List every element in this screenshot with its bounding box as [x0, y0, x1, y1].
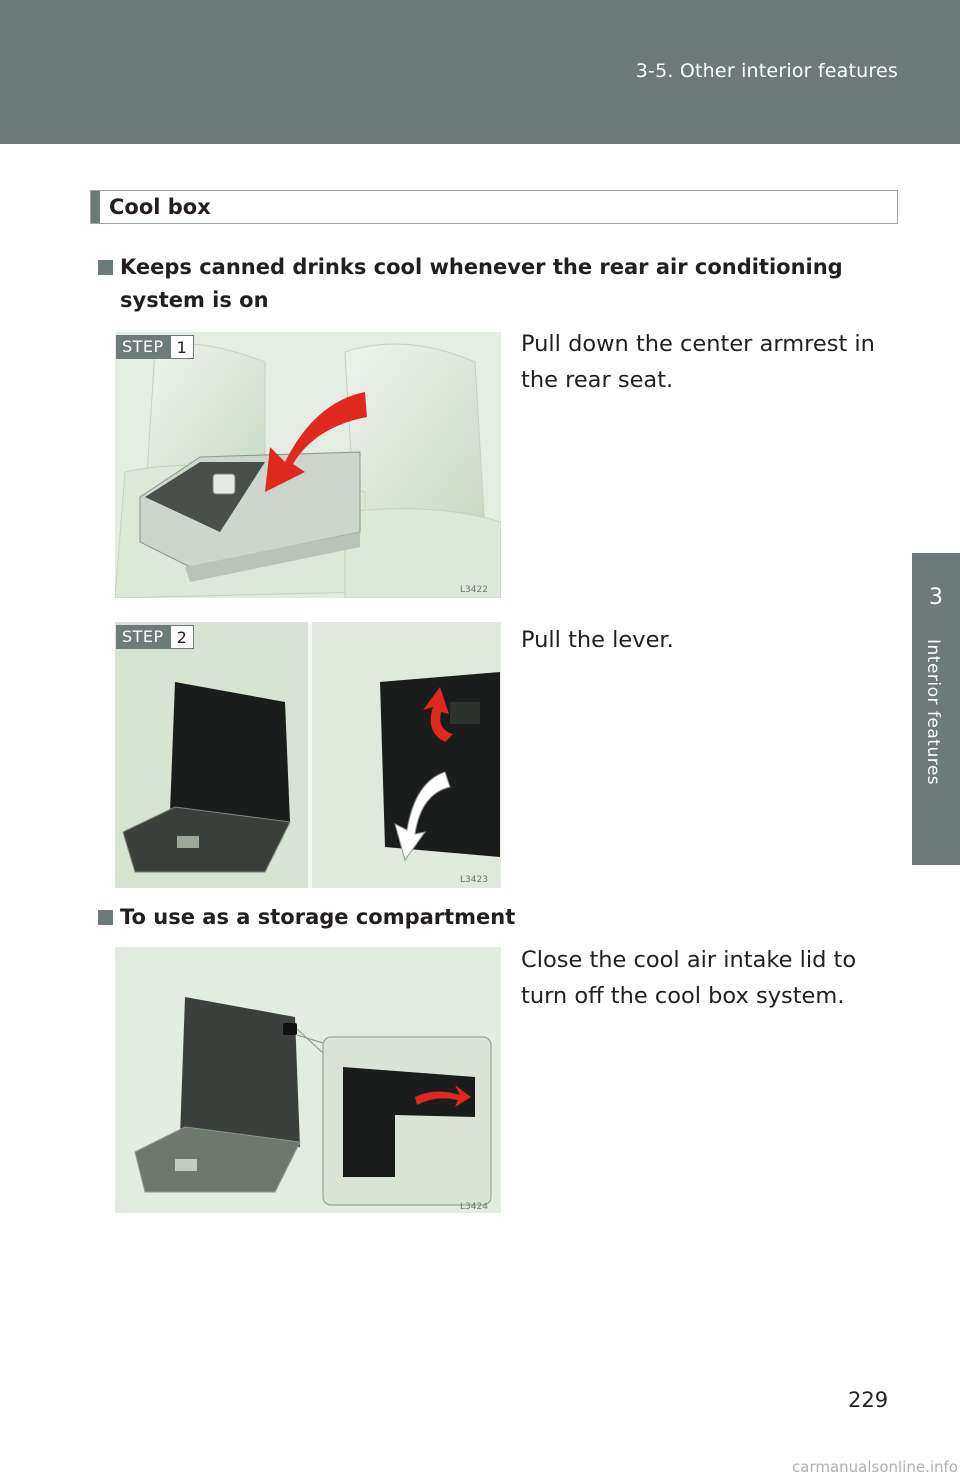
square-bullet-icon: [98, 910, 113, 925]
step-number: 1: [170, 335, 194, 359]
storage-step-text: Close the cool air intake lid to turn off the cool box system.: [521, 947, 857, 1009]
illustration-armrest: [115, 332, 501, 598]
illustration-lever: [115, 622, 501, 888]
image-code: L3423: [460, 875, 488, 885]
step-2-text: Pull the lever.: [521, 627, 674, 653]
section-marker: [91, 191, 100, 223]
step-label: STEP: [116, 625, 170, 649]
step-label: STEP: [116, 335, 170, 359]
step-1-text: Pull down the center armrest in the rear seat.: [521, 331, 875, 393]
subheading-cool-text: Keeps canned drinks cool whenever the rear air conditioning system is on: [120, 255, 843, 312]
square-bullet-icon: [98, 260, 113, 275]
chapter-number: 3: [929, 585, 943, 610]
subheading-cool: [120, 251, 900, 317]
section-title: Cool box: [109, 195, 211, 219]
subheading-storage-text: To use as a storage compartment: [120, 905, 516, 929]
image-code: L3422: [460, 585, 488, 595]
watermark: carmanualsonline.info: [792, 1458, 958, 1476]
chapter-section-title: 3-5. Other interior features: [635, 60, 898, 82]
header-band: [0, 0, 960, 144]
section-heading-bar: [90, 190, 898, 224]
step-badge-2: [116, 625, 194, 649]
step-badge-1: [116, 335, 194, 359]
chapter-side-tab[interactable]: [912, 553, 960, 865]
chapter-label: Interior features: [923, 639, 943, 786]
page-number: 229: [848, 1388, 889, 1412]
subheading-storage: [120, 901, 620, 934]
step-number: 2: [170, 625, 194, 649]
image-code: L3424: [460, 1202, 488, 1212]
illustration-intake-lid: [115, 947, 501, 1213]
